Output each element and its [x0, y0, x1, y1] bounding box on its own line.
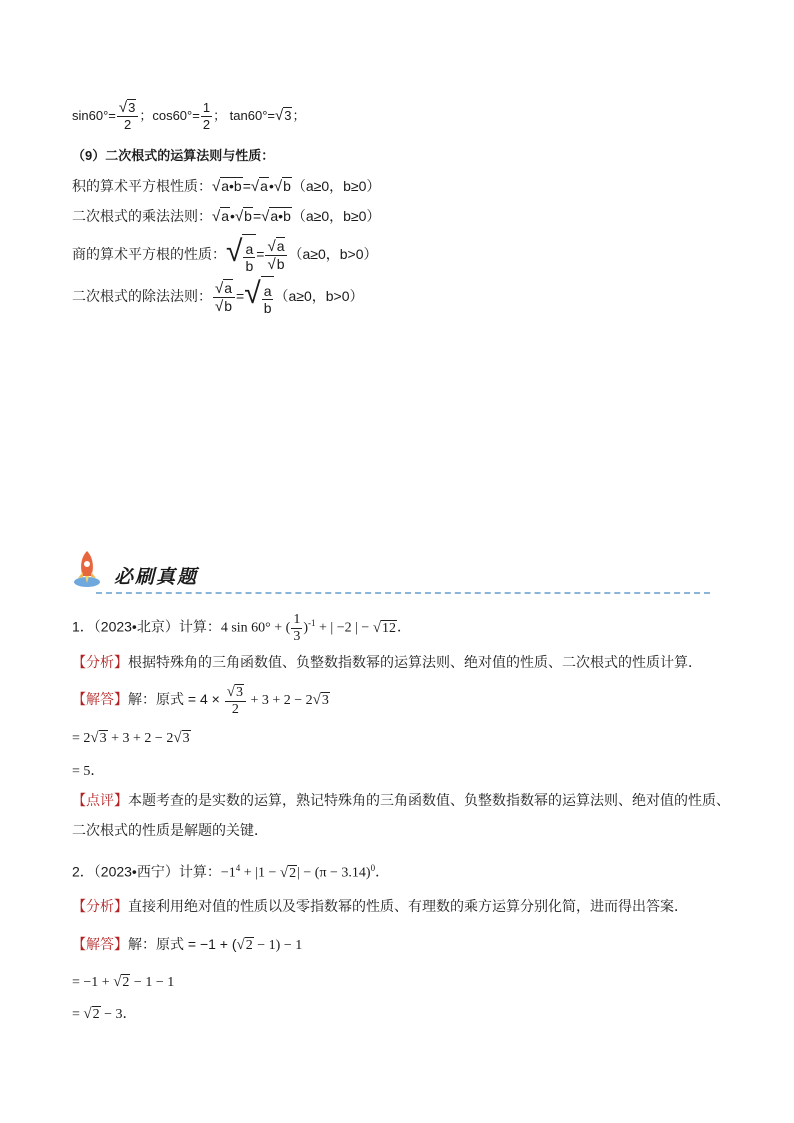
- problem-2-step-2: = √2 − 3．: [72, 1006, 137, 1022]
- rule-division: 二次根式的除法法则： $\frac{√a}{√b}$ = √ $\frac{a}{b}$ （a≥0，b>0）: [72, 276, 364, 318]
- problem-2-analysis: 【分析】直接利用绝对值的性质以及零指数幂的性质、有理数的乘方运算分别化简，进而得出答案．: [72, 898, 688, 914]
- tan-value: √3: [275, 106, 292, 124]
- problem-1-comment-cont: 二次根式的性质是解题的关键．: [72, 822, 268, 838]
- answer-tag: 【解答】: [72, 936, 128, 952]
- problem-2-step-1: = −1 + √2 − 1 − 1: [72, 974, 175, 990]
- rule-product-property: 积的算术平方根性质：√a•b=√a•√b（a≥0，b≥0）: [72, 178, 381, 195]
- problem-1-step-1: = 2√3 + 3 + 2 − 2√3: [72, 730, 190, 746]
- problem-1-statement: 1．（2023•北京）计算：4 sin 60° + ( $\frac{1}{3}$ )$^{-1}$ + | −2 | − √12．: [72, 612, 412, 644]
- analysis-tag: 【分析】: [72, 654, 128, 670]
- rule-multiplication: 二次根式的乘法法则：√a•√b=√a•b（a≥0，b≥0）: [72, 208, 381, 225]
- problem-1-analysis: 【分析】根据特殊角的三角函数值、负整数指数幂的运算法则、绝对值的性质、二次根式的性质计算．: [72, 654, 702, 670]
- section-title: （9）二次根式的运算法则与性质：: [72, 148, 275, 163]
- cos-label: ；cos60°=: [139, 107, 200, 123]
- cos-fraction: $\frac{1}{2}$: [202, 100, 211, 132]
- banner-divider: [96, 592, 710, 594]
- answer-tag: 【解答】: [72, 691, 128, 708]
- problem-2-answer: 【解答】解：原式 = −1 + (√2 − 1) − 1: [72, 936, 303, 953]
- sin-label: sin60°=: [72, 107, 116, 123]
- sin-fraction: $\frac{√3}{2}$: [117, 100, 138, 133]
- trig-values-line: sin60°= $\frac{√3}{2}$ ；cos60°= $\frac{1}{2}$ ； tan60°=√3；: [72, 99, 306, 132]
- banner-title: 必刷真题: [114, 566, 199, 588]
- analysis-tag: 【分析】: [72, 898, 128, 914]
- problem-1-step-2: = 5．: [72, 764, 105, 779]
- problem-1-comment: 【点评】本题考查的是实数的运算，熟记特殊角的三角函数值、负整数指数幂的运算法则、绝对值的性质、: [72, 792, 730, 808]
- tan-label: ； tan60°=: [213, 107, 275, 123]
- rule-quotient-property: 商的算术平方根的性质： √ $\frac{a}{b}$ = $\frac{√a}{√b}$ （a≥0，b>0）: [72, 234, 378, 276]
- problem-1-answer: 【解答】解：原式 = 4 × $\frac{√3}{2}$ + 3 + 2 − 2√3: [72, 684, 329, 717]
- problem-2-statement: 2．（2023•西宁）计算：$-1^4 + |1 - √2| - (\pi - 3.14)^0$．: [72, 863, 390, 881]
- rocket-icon: [72, 548, 102, 588]
- comment-tag: 【点评】: [72, 792, 128, 808]
